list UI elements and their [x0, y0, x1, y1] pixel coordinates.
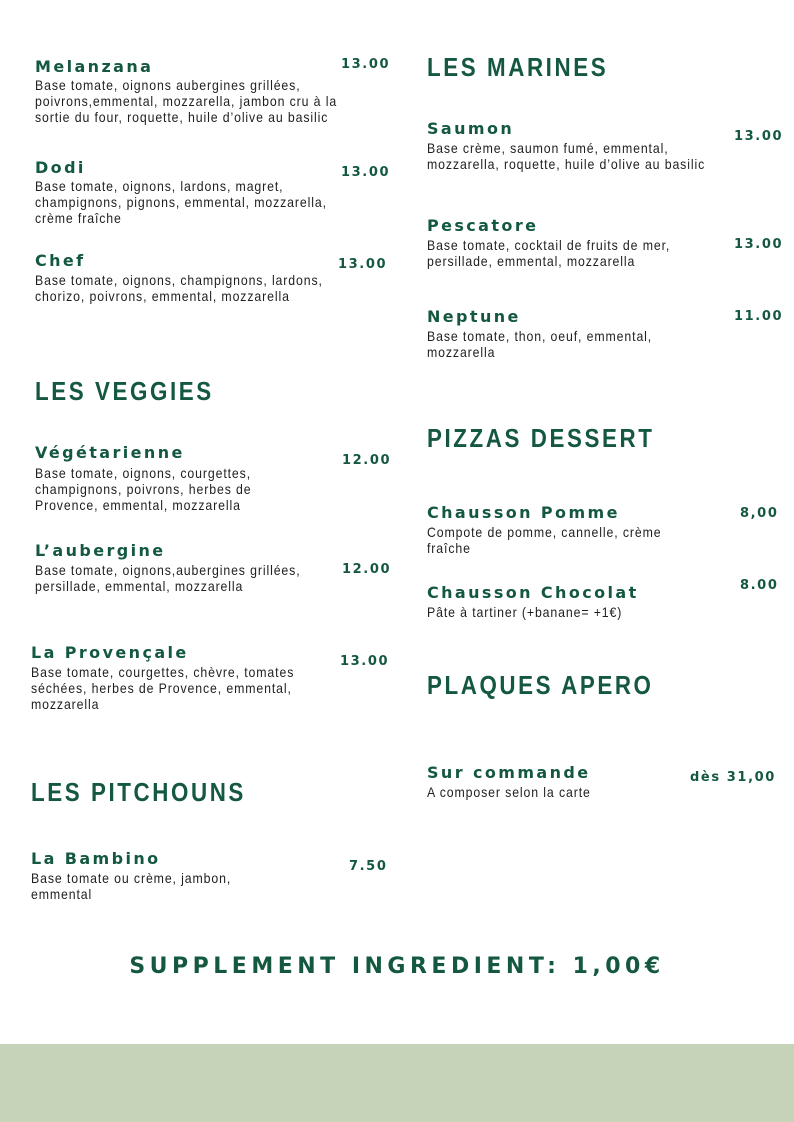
section-title-pitchouns: LES PITCHOUNS — [31, 777, 246, 807]
section-title-apero: PLAQUES APERO — [427, 670, 654, 700]
item-name: Chausson Pomme — [427, 503, 620, 522]
item-name: Chausson Chocolat — [427, 583, 639, 602]
item-name: Chef — [35, 251, 86, 270]
item-price: 11.00 — [734, 309, 784, 324]
item-description: Base tomate, oignons,aubergines grillées, persillade, emmental, mozzarella — [35, 562, 301, 594]
item-description: Pâte à tartiner (+banane= +1€) — [427, 604, 623, 620]
item-name: La Provençale — [31, 643, 189, 662]
item-name: Melanzana — [35, 57, 154, 76]
item-price: 13.00 — [341, 57, 391, 72]
item-price: 13.00 — [734, 237, 784, 252]
item-price: 7.50 — [349, 859, 388, 874]
item-description: Base tomate, cocktail de fruits de mer, persillade, emmental, mozzarella — [427, 237, 671, 269]
item-name: L’aubergine — [35, 541, 166, 560]
item-description: A composer selon la carte — [427, 784, 591, 800]
item-price: 13.00 — [340, 654, 390, 669]
item-name: Végétarienne — [35, 443, 185, 462]
item-name: Sur commande — [427, 763, 591, 782]
item-price: 8,00 — [740, 506, 779, 521]
item-name: La Bambino — [31, 849, 161, 868]
section-title-veggies: LES VEGGIES — [35, 376, 214, 406]
item-price: 13.00 — [338, 257, 388, 272]
item-description: Base tomate, courgettes, chèvre, tomates séchées, herbes de Provence, emmental, mozzarella — [31, 664, 295, 712]
item-name: Dodi — [35, 158, 86, 177]
item-description: Base crème, saumon fumé, emmental, mozzarella, roquette, huile d’olive au basilic — [427, 140, 706, 172]
item-description: Base tomate, oignons, champignons, lardons, chorizo, poivrons, emmental, mozzarella — [35, 272, 323, 304]
supplement-note: SUPPLEMENT INGREDIENT: 1,00€ — [129, 954, 665, 979]
item-price: 12.00 — [342, 453, 392, 468]
item-price: 12.00 — [342, 562, 392, 577]
item-price: 8.00 — [740, 578, 779, 593]
item-name: Neptune — [427, 307, 521, 326]
item-description: Base tomate, thon, oeuf, emmental, mozzarella — [427, 328, 653, 360]
item-description: Base tomate, oignons, courgettes, champignons, poivrons, herbes de Provence, emmental, mozzarella — [35, 465, 252, 513]
item-description: Base tomate ou crème, jambon, emmental — [31, 870, 232, 902]
item-price: dès 31,00 — [690, 770, 776, 785]
item-description: Base tomate, oignons, lardons, magret, champignons, pignons, emmental, mozzarella, crème fraîche — [35, 178, 327, 226]
footer-band — [0, 1044, 794, 1122]
item-description: Base tomate, oignons aubergines grillées, poivrons,emmental, mozzarella, jambon cru à la sortie du four, roquette, huile d’olive au basilic — [35, 77, 338, 125]
item-price: 13.00 — [734, 129, 784, 144]
section-title-marines: LES MARINES — [427, 52, 609, 82]
section-title-dessert: PIZZAS DESSERT — [427, 423, 655, 453]
item-name: Pescatore — [427, 216, 539, 235]
item-name: Saumon — [427, 119, 515, 138]
item-description: Compote de pomme, cannelle, crème fraîche — [427, 524, 662, 556]
item-price: 13.00 — [341, 165, 391, 180]
